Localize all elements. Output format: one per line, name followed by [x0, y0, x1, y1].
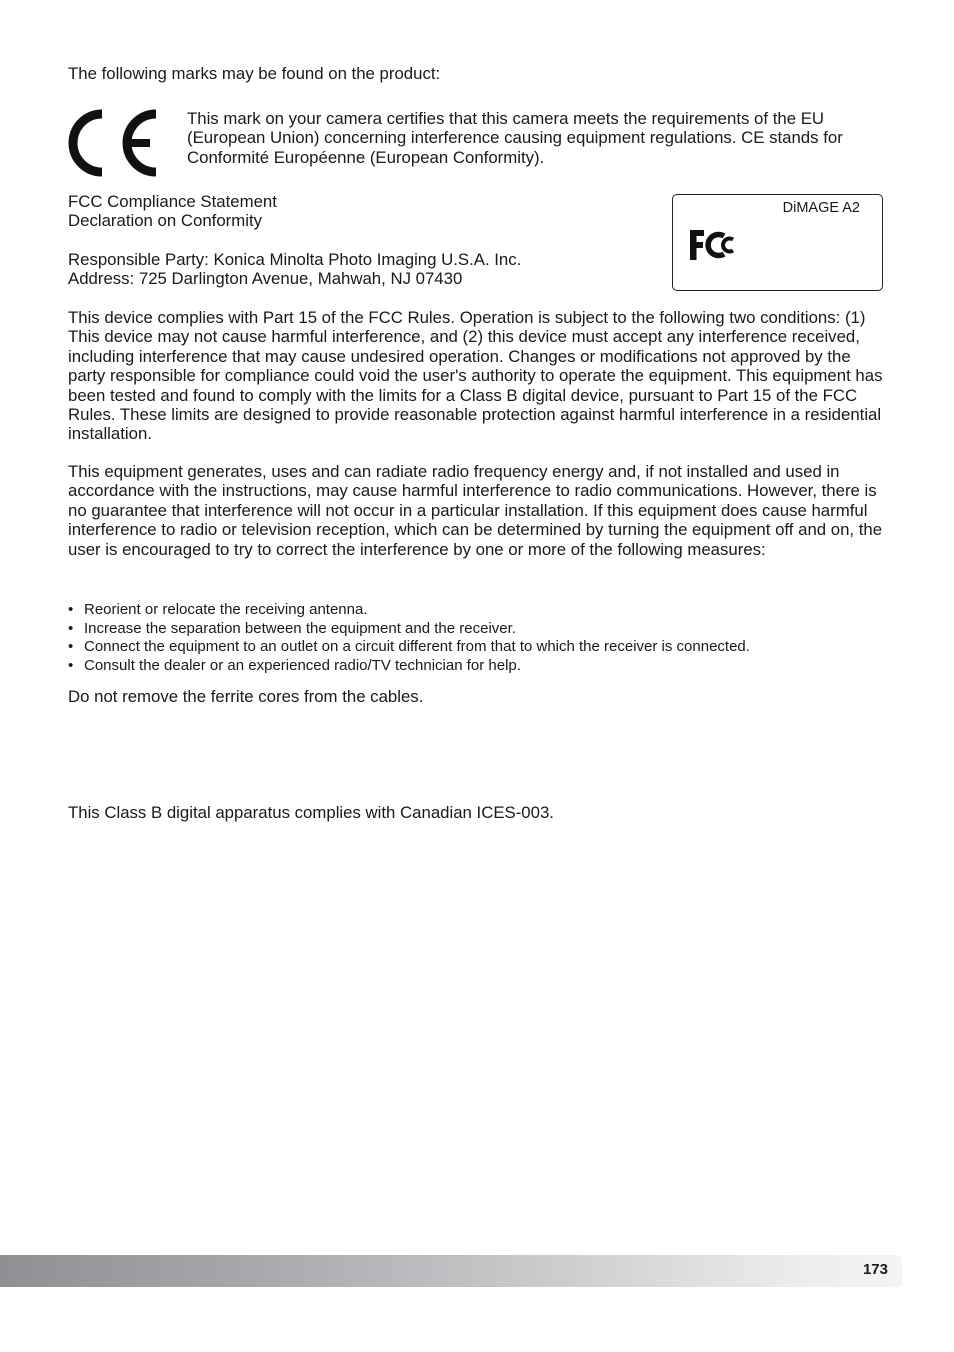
intro-text: The following marks may be found on the product: [68, 64, 441, 83]
fcc-heading [68, 192, 648, 231]
fcc-heading-line2: Declaration on Conformity [68, 211, 263, 231]
responsible-party-address: Address: 725 Darlington Avenue, Mahwah, NJ 07430 [68, 269, 463, 289]
ferrite-note: Do not remove the ferrite cores from the cables. [68, 687, 424, 706]
responsible-party-name: Responsible Party: Konica Minolta Photo Imaging U.S.A. Inc. [68, 250, 522, 269]
fcc-mark-icon [687, 227, 737, 263]
canada-statement: This Class B digital apparatus complies with Canadian ICES-003. [68, 803, 554, 822]
responsible-party [68, 250, 648, 289]
fcc-paragraph-1: This device complies with Part 15 of the FCC Rules. Operation is subject to the following two conditions: (1) This device may not cause harmful interference, and (2) this device must accept any interference received, including interference that may cause undesired operation. Changes or modifications not approved by the party responsible for compliance could void the user's authority to operate the equipment. This equipment has been tested and found to comply with the limits for a Class B digital device, pursuant to Part 15 of the FCC Rules. These limits are designed to provide reasonable protection against harmful interference in a residential installation. [68, 308, 883, 444]
fcc-paragraph-2: This equipment generates, uses and can radiate radio frequency energy and, if not installed and used in accordance with the instructions, may cause harmful interference to radio communications. However, there is no guarantee that interference will not occur in a particular installation. If this equipment does cause harmful interference to radio or television reception, which can be determined by turning the equipment off and on, the user is encouraged to try to correct the interference by one or more of the following measures: [68, 462, 883, 559]
list-item: • Reorient or relocate the receiving antenna. [68, 601, 888, 620]
ce-description: This mark on your camera certifies that this camera meets the requirements of the EU (European Union) concerning interference causing equipment regulations. CE stands for Conformité Européenne (European Conformity). [187, 109, 843, 167]
fcc-model-name: DiMAGE A2 [782, 200, 860, 216]
list-item: • Consult the dealer or an experienced radio/TV technician for help. [68, 657, 888, 676]
footer-bar [0, 1255, 902, 1287]
page-number: 173 [862, 1261, 888, 1278]
fcc-heading-line1: FCC Compliance Statement [68, 192, 277, 211]
list-item: • Connect the equipment to an outlet on a circuit different from that to which the receiver is connected. [68, 638, 888, 657]
measures-list [68, 601, 888, 675]
ce-mark-icon [64, 108, 160, 178]
list-item: • Increase the separation between the equipment and the receiver. [68, 620, 888, 639]
fcc-label-box [672, 194, 883, 291]
